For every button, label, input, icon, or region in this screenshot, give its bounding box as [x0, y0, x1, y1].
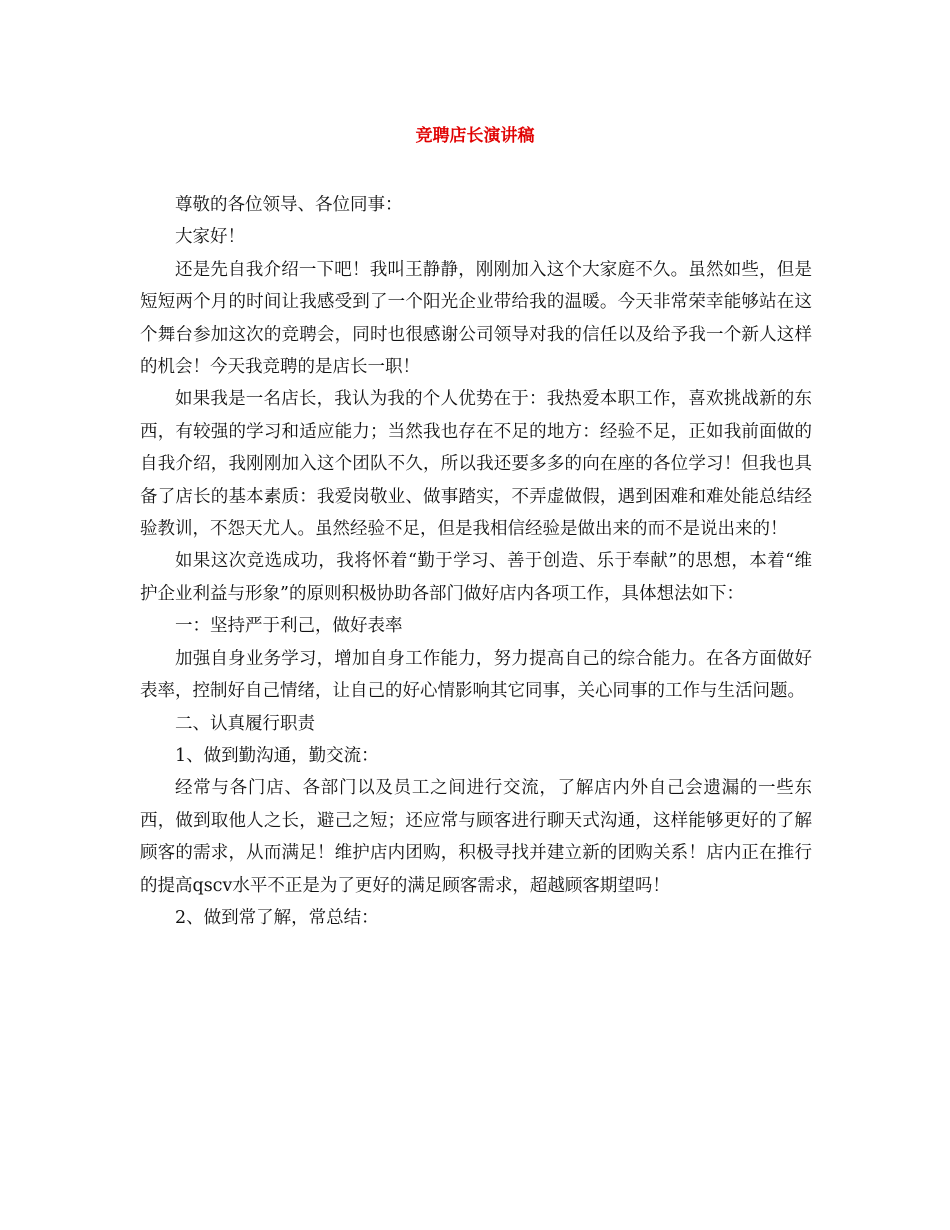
document-title: 竞聘店长演讲稿: [415, 126, 535, 146]
subheading-2-1: 1、做到勤沟通，勤交流：: [175, 745, 379, 766]
section-heading-1: 一：坚持严于利己，做好表率: [175, 616, 403, 637]
paragraph-introduction: 还是先自我介绍一下吧！我叫王静静，刚刚加入这个大家庭不久。虽然如些，但是短短两个月的时间让我感受到了一个阳光企业带给我的温暖。今天非常荣幸能够站在这个舞台参加这次的竞聘会，同时也很感谢公司领导对我的信任以及给予我一个新人这样的机会！今天我竞聘的是店长一职！: [140, 259, 812, 378]
paragraph-greeting: 大家好！: [175, 227, 245, 248]
document-body: [140, 189, 812, 934]
paragraph-plan-intro: 如果这次竞选成功，我将怀着“勤于学习、善于创造、乐于奉献”的思想，本着“维护企业利益与形象”的原则积极协助各部门做好店内各项工作，具体想法如下：: [140, 551, 812, 604]
subheading-2-2: 2、做到常了解，常总结：: [175, 907, 379, 928]
paragraph-section-2-1: 经常与各门店、各部门以及员工之间进行交流，了解店内外自己会遗漏的一些东西，做到取他人之长，避己之短；还应常与顾客进行聊天式沟通，这样能够更好的了解顾客的需求，从而满足！维护店内团购，积极寻找并建立新的团购关系！店内正在推行的提高qscv水平不正是为了更好的满足顾客需求，超越顾客期望吗！: [140, 778, 812, 896]
paragraph-salutation: 尊敬的各位领导、各位同事：: [175, 195, 403, 215]
paragraph-section-1: 加强自身业务学习，增加自身工作能力，努力提高自己的综合能力。在各方面做好表率，控制好自己情绪，让自己的好心情影响其它同事，关心同事的工作与生活问题。: [140, 648, 812, 702]
section-heading-2: 二、认真履行职责: [175, 713, 315, 734]
paragraph-strengths: 如果我是一名店长，我认为我的个人优势在于：我热爱本职工作，喜欢挑战新的东西，有较强的学习和适应能力；当然我也存在不足的地方：经验不足，正如我前面做的自我介绍，我刚刚加入这个团队不久，所以我还要多多的向在座的各位学习！但我也具备了店长的基本素质：我爱岗敬业、做事踏实，不弄虚做假，遇到困难和难处能总结经验教训，不怨天尤人。虽然经验不足，但是我相信经验是做出来的而不是说出来的！: [140, 389, 812, 540]
